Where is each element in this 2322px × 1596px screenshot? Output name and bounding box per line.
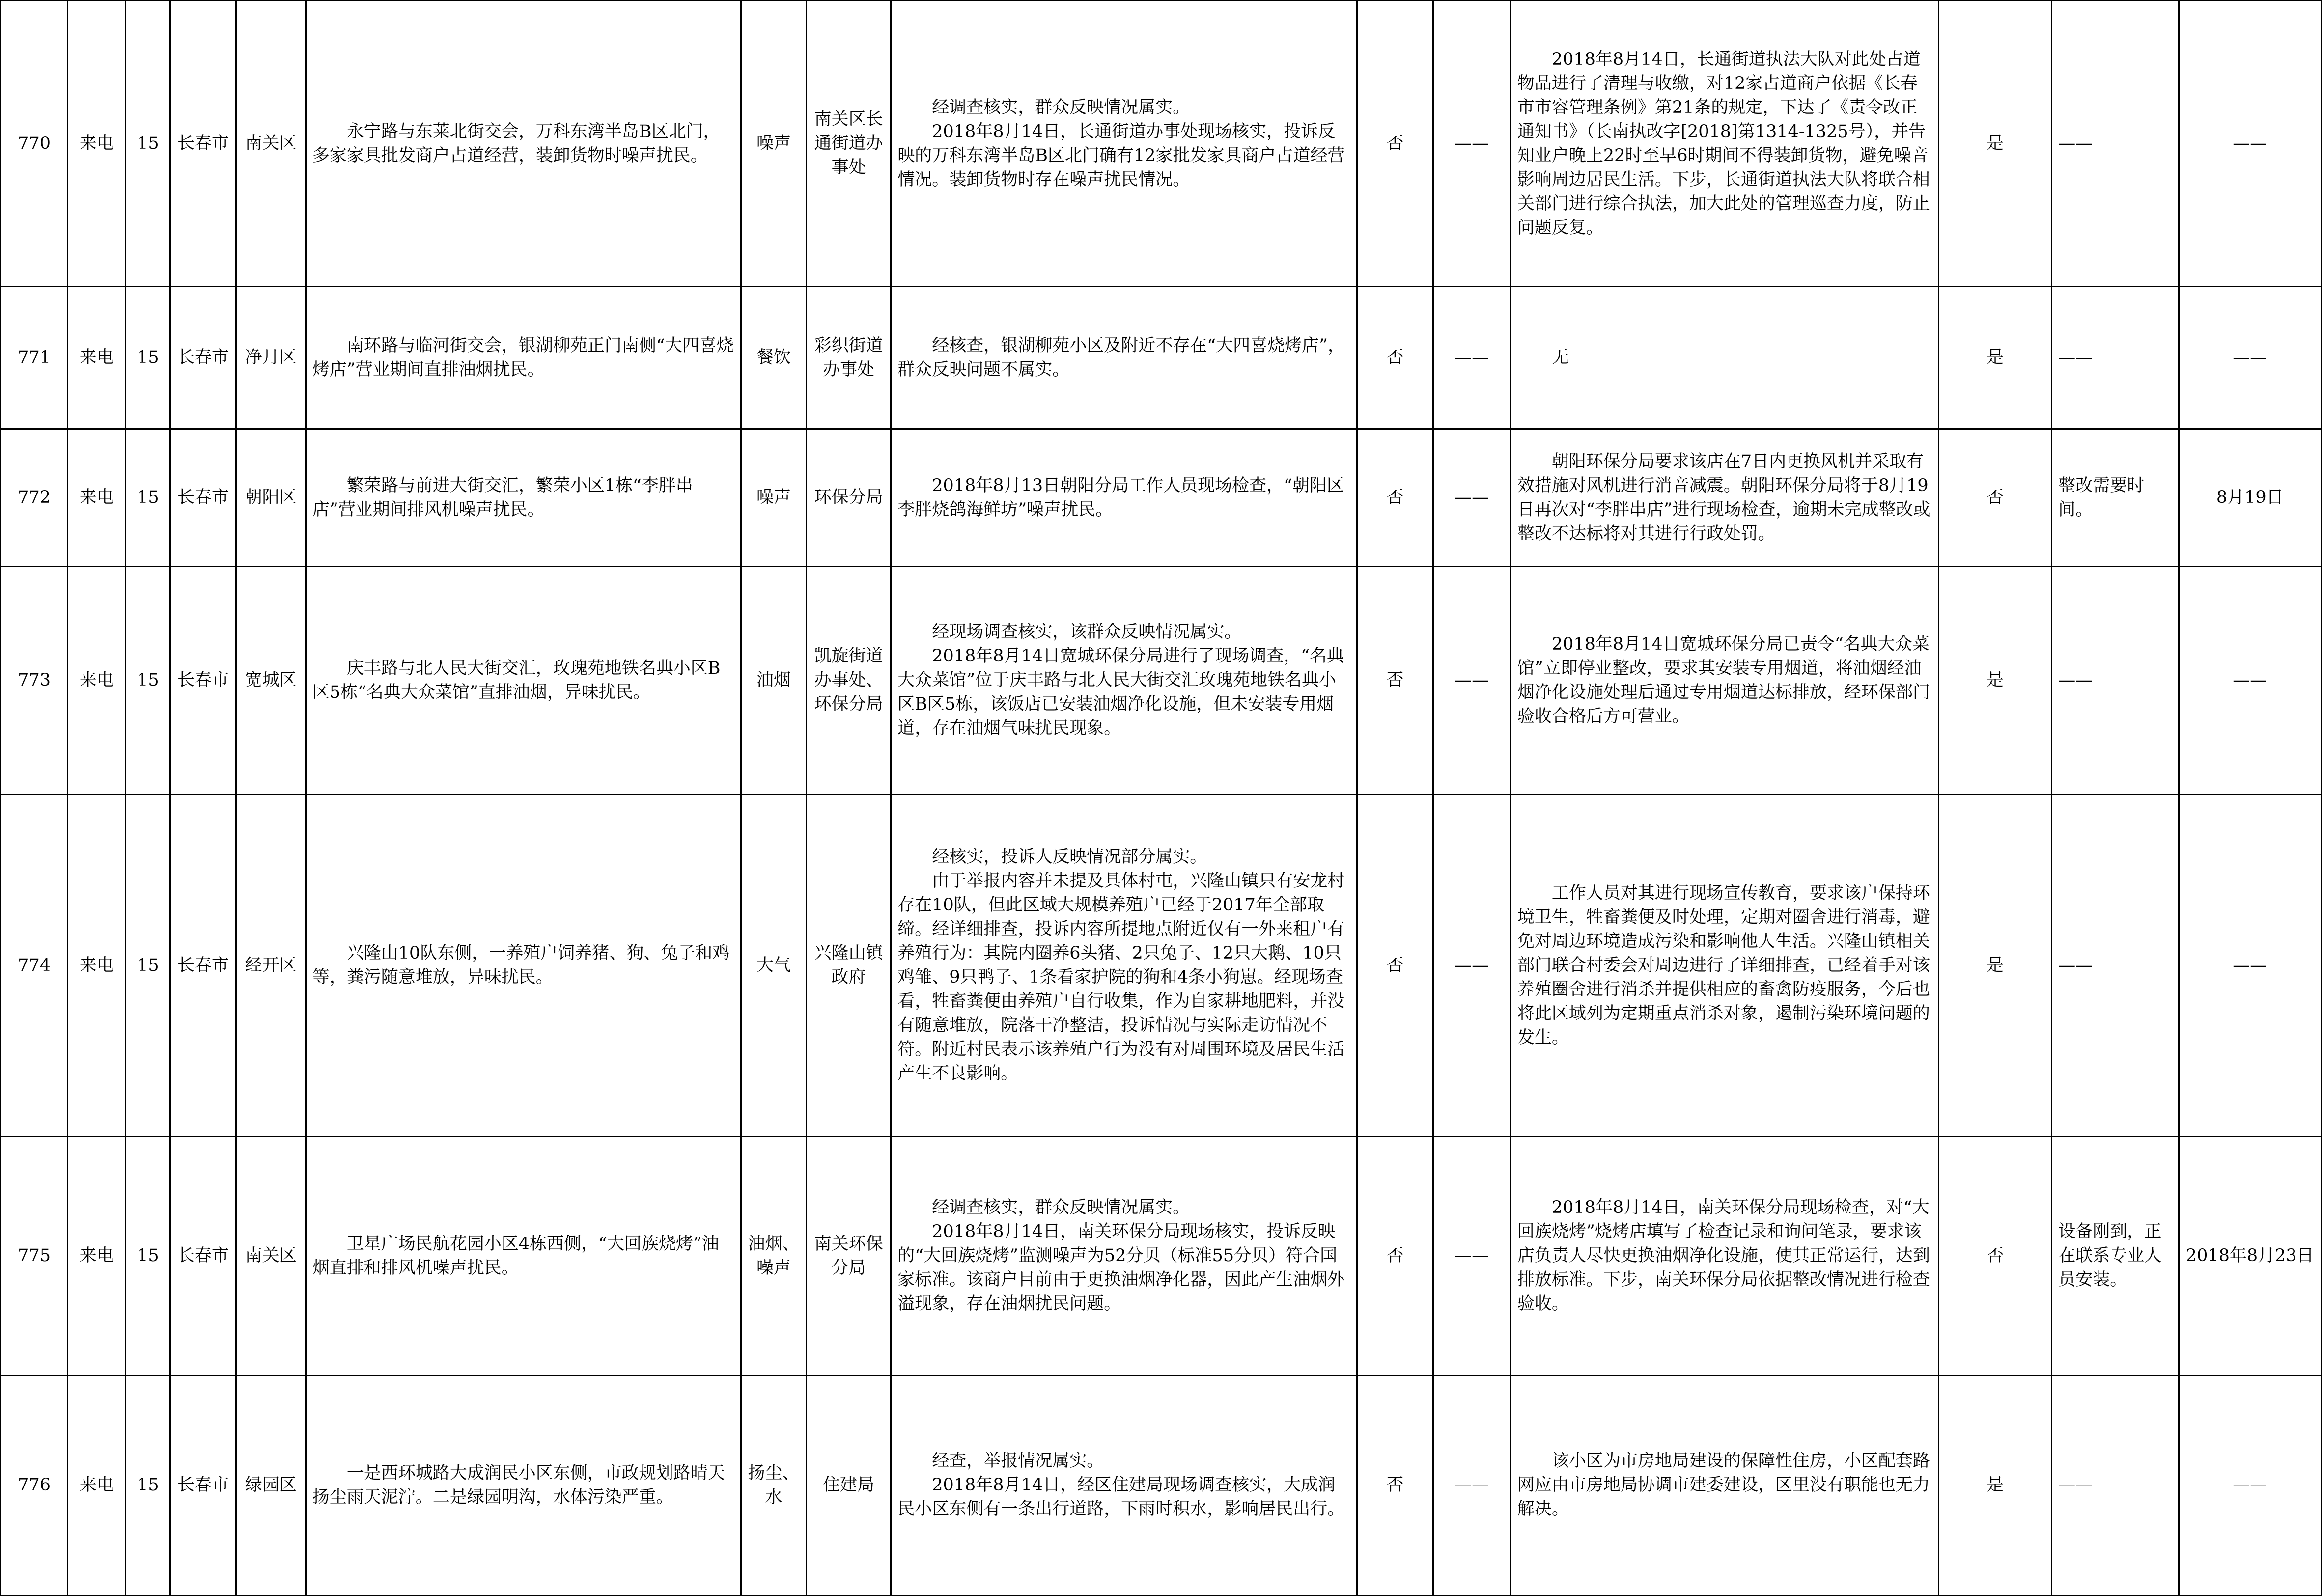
city-cell: 长春市 [170, 795, 236, 1137]
city-cell: 长春市 [170, 1, 236, 287]
district-cell: 绿园区 [236, 1376, 306, 1596]
batch-cell: 15 [126, 429, 170, 567]
cell-paragraph: 繁荣路与前进大街交汇，繁荣小区1栋“李胖串店”营业期间排风机噪声扰民。 [312, 475, 693, 520]
cell-paragraph: 2018年8月14日，长通街道办事处现场核实，投诉反映的万科东湾半岛B区北门确有12家批发家具商户占道经营情况。装卸货物时存在噪声扰民情况。 [897, 121, 1345, 190]
penalty-flag-cell: 否 [1357, 567, 1433, 795]
cell-paragraph: 朝阳环保分局要求该店在7日内更换风机并采取有效措施对风机进行消音减震。朝阳环保分局将于8月19日再次对“李胖串店”进行现场检查，逾期未完成整改或整改不达标将对其进行行政处罚。 [1517, 451, 1930, 544]
deadline-cell: 2018年8月23日 [2179, 1137, 2322, 1376]
cell-paragraph: 庆丰路与北人民大街交汇，玫瑰苑地铁名典小区B区5栋“名典大众菜馆”直排油烟，异味扰民。 [312, 658, 721, 702]
cell-paragraph: 一是西环城路大成润民小区东侧，市政规划路晴天扬尘雨天泥泞。二是绿园明沟，水体污染严重。 [312, 1463, 725, 1507]
completed-flag-cell: 是 [1938, 1376, 2051, 1596]
incomplete-reason-cell: —— [2052, 567, 2179, 795]
batch-cell: 15 [126, 1376, 170, 1596]
cell-paragraph: 2018年8月14日，长通街道执法大队对此处占道物品进行了清理与收缴，对12家占道商户依据《长春市市容管理条例》第21条的规定，下达了《责令改正通知书》（长南执改字[2018]第1314-1325号），并告知业户晚上22时至早6时期间不得装卸货物，避免噪音影响周边居民生活。下步，长通街道执法大队将联合相关部门进行综合执法，加大此处的管理巡查力度，防止问题反复。 [1517, 49, 1930, 238]
case-number-cell: 774 [1, 795, 68, 1137]
complaint-content-cell [306, 1, 741, 287]
investigation-findings-cell [891, 429, 1357, 567]
cell-paragraph: 经核查，银湖柳苑小区及附近不存在“大四喜烧烤店”，群众反映问题不属实。 [897, 335, 1345, 380]
city-cell: 长春市 [170, 287, 236, 429]
source-cell: 来电 [68, 287, 126, 429]
responsible-unit-cell: 彩织街道办事处 [807, 287, 891, 429]
handling-result-cell [1511, 1, 1938, 287]
cell-paragraph: 经现场调查核实，该群众反映情况属实。 [932, 622, 1242, 642]
handling-result-cell [1511, 287, 1938, 429]
source-cell: 来电 [68, 1137, 126, 1376]
completed-flag-cell: 否 [1938, 1137, 2051, 1376]
city-cell: 长春市 [170, 1376, 236, 1596]
complaint-content-cell [306, 429, 741, 567]
penalty-note-cell: —— [1433, 567, 1511, 795]
responsible-unit-cell: 凯旋街道办事处、环保分局 [807, 567, 891, 795]
cell-paragraph: 由于举报内容并未提及具体村屯，兴隆山镇只有安龙村存在10队，但此区域大规模养殖户已经于2017年全部取缔。经详细排查，投诉内容所提地点附近仅有一外来租户有养殖行为：其院内圈养6头猪、2只兔子、12只大鹅、10只鸡雏、9只鸭子、1条看家护院的狗和4条小狗崽。经现场查看，牲畜粪便由养殖户自行收集，作为自家耕地肥料，并没有随意堆放，院落干净整洁，投诉情况与实际走访情况不符。附近村民表示该养殖户行为没有对周围环境及居民生活产生不良影响。 [897, 871, 1345, 1083]
complaint-content-cell [306, 567, 741, 795]
penalty-flag-cell: 否 [1357, 429, 1433, 567]
table-row [1, 287, 2322, 429]
case-number-cell: 770 [1, 1, 68, 287]
batch-cell: 15 [126, 287, 170, 429]
cell-paragraph: 经调查核实，群众反映情况属实。 [932, 1198, 1190, 1217]
completed-flag-cell: 是 [1938, 795, 2051, 1137]
pollution-type-cell: 油烟 [741, 567, 806, 795]
cell-paragraph: 经查，举报情况属实。 [932, 1451, 1104, 1471]
penalty-note-cell: —— [1433, 429, 1511, 567]
handling-result-cell [1511, 1137, 1938, 1376]
penalty-flag-cell: 否 [1357, 1137, 1433, 1376]
table-row [1, 1137, 2322, 1376]
district-cell: 朝阳区 [236, 429, 306, 567]
incomplete-reason-cell: —— [2052, 1376, 2179, 1596]
penalty-note-cell: —— [1433, 1137, 1511, 1376]
complaint-content-cell [306, 287, 741, 429]
penalty-flag-cell: 否 [1357, 1376, 1433, 1596]
cell-paragraph: 南环路与临河街交会，银湖柳苑正门南侧“大四喜烧烤店”营业期间直排油烟扰民。 [312, 335, 734, 380]
pollution-type-cell: 大气 [741, 795, 806, 1137]
penalty-note-cell: —— [1433, 795, 1511, 1137]
table-row [1, 429, 2322, 567]
handling-result-cell [1511, 429, 1938, 567]
cell-paragraph: 2018年8月14日宽城环保分局已责令“名典大众菜馆”立即停业整改，要求其安装专用烟道，将油烟经油烟净化设施处理后通过专用烟道达标排放，经环保部门验收合格后方可营业。 [1517, 634, 1930, 726]
district-cell: 宽城区 [236, 567, 306, 795]
penalty-note-cell: —— [1433, 287, 1511, 429]
case-number-cell: 773 [1, 567, 68, 795]
table-row [1, 1376, 2322, 1596]
cell-paragraph: 无 [1551, 348, 1569, 367]
investigation-findings-cell [891, 795, 1357, 1137]
case-number-cell: 775 [1, 1137, 68, 1376]
district-cell: 净月区 [236, 287, 306, 429]
source-cell: 来电 [68, 567, 126, 795]
pollution-type-cell: 噪声 [741, 1, 806, 287]
city-cell: 长春市 [170, 567, 236, 795]
source-cell: 来电 [68, 429, 126, 567]
district-cell: 经开区 [236, 795, 306, 1137]
cell-paragraph: 该小区为市房地局建设的保障性住房，小区配套路网应由市房地局协调市建委建设，区里没有职能也无力解决。 [1517, 1451, 1930, 1519]
investigation-findings-cell [891, 567, 1357, 795]
cell-paragraph: 经核实，投诉人反映情况部分属实。 [932, 847, 1207, 867]
incomplete-reason-cell: —— [2052, 1, 2179, 287]
handling-result-cell [1511, 567, 1938, 795]
cell-paragraph: 永宁路与东莱北街交会，万科东湾半岛B区北门，多家家具批发商户占道经营，装卸货物时噪声扰民。 [312, 121, 721, 165]
city-cell: 长春市 [170, 1137, 236, 1376]
cell-paragraph: 工作人员对其进行现场宣传教育，要求该户保持环境卫生，牲畜粪便及时处理，定期对圈舍进行消毒，避免对周边环境造成污染和影响他人生活。兴隆山镇相关部门联合村委会对周边进行了详细排查，已经着手对该养殖圈舍进行消杀并提供相应的畜禽防疫服务，今后也将此区域列为定期重点消杀对象，遏制污染环境问题的发生。 [1517, 883, 1930, 1047]
district-cell: 南关区 [236, 1, 306, 287]
pollution-type-cell: 扬尘、水 [741, 1376, 806, 1596]
deadline-cell: —— [2179, 1, 2322, 287]
source-cell: 来电 [68, 1376, 126, 1596]
cell-paragraph: 2018年8月14日，南关环保分局现场检查，对“大回族烧烤”烧烤店填写了检查记录和询问笔录，要求该店负责人尽快更换油烟净化设施，使其正常运行，达到排放标准。下步，南关环保分局依据整改情况进行检查验收。 [1517, 1198, 1930, 1314]
pollution-type-cell: 噪声 [741, 429, 806, 567]
responsible-unit-cell: 住建局 [807, 1376, 891, 1596]
city-cell: 长春市 [170, 429, 236, 567]
complaint-content-cell [306, 1376, 741, 1596]
incomplete-reason-cell: —— [2052, 287, 2179, 429]
incomplete-reason-cell: —— [2052, 795, 2179, 1137]
handling-result-cell [1511, 795, 1938, 1137]
responsible-unit-cell: 南关区长通街道办事处 [807, 1, 891, 287]
handling-result-cell [1511, 1376, 1938, 1596]
investigation-findings-cell [891, 1, 1357, 287]
cell-paragraph: 经调查核实，群众反映情况属实。 [932, 97, 1190, 117]
batch-cell: 15 [126, 795, 170, 1137]
completed-flag-cell: 是 [1938, 567, 2051, 795]
deadline-cell: —— [2179, 1376, 2322, 1596]
source-cell: 来电 [68, 1, 126, 287]
cell-paragraph: 卫星广场民航花园小区4栋西侧，“大回族烧烤”油烟直排和排风机噪声扰民。 [312, 1234, 719, 1278]
cell-paragraph: 兴隆山10队东侧，一养殖户饲养猪、狗、兔子和鸡等，粪污随意堆放，异味扰民。 [312, 943, 730, 987]
penalty-flag-cell: 否 [1357, 795, 1433, 1137]
penalty-flag-cell: 否 [1357, 287, 1433, 429]
responsible-unit-cell: 兴隆山镇政府 [807, 795, 891, 1137]
deadline-cell: 8月19日 [2179, 429, 2322, 567]
cell-paragraph: 2018年8月13日朝阳分局工作人员现场检查，“朝阳区李胖烧鸽海鲜坊”噪声扰民。 [897, 475, 1344, 520]
penalty-note-cell: —— [1433, 1376, 1511, 1596]
complaint-content-cell [306, 1137, 741, 1376]
table-row [1, 1, 2322, 287]
case-number-cell: 776 [1, 1376, 68, 1596]
batch-cell: 15 [126, 1, 170, 287]
investigation-findings-cell [891, 1137, 1357, 1376]
incomplete-reason-cell: 设备刚到，正在联系专业人员安装。 [2052, 1137, 2179, 1376]
source-cell: 来电 [68, 795, 126, 1137]
table-row [1, 567, 2322, 795]
completed-flag-cell: 否 [1938, 429, 2051, 567]
incomplete-reason-cell: 整改需要时间。 [2052, 429, 2179, 567]
complaint-content-cell [306, 795, 741, 1137]
cell-paragraph: 2018年8月14日宽城环保分局进行了现场调查，“名典大众菜馆”位于庆丰路与北人民大街交汇玫瑰苑地铁名典小区B区5栋，该饭店已安装油烟净化设施，但未安装专用烟道，存在油烟气味扰民现象。 [897, 646, 1344, 738]
investigation-findings-cell [891, 287, 1357, 429]
batch-cell: 15 [126, 1137, 170, 1376]
district-cell: 南关区 [236, 1137, 306, 1376]
penalty-flag-cell: 否 [1357, 1, 1433, 287]
table-row [1, 795, 2322, 1137]
investigation-findings-cell [891, 1376, 1357, 1596]
deadline-cell: —— [2179, 567, 2322, 795]
completed-flag-cell: 是 [1938, 287, 2051, 429]
deadline-cell: —— [2179, 795, 2322, 1137]
responsible-unit-cell: 南关环保分局 [807, 1137, 891, 1376]
pollution-type-cell: 油烟、噪声 [741, 1137, 806, 1376]
responsible-unit-cell: 环保分局 [807, 429, 891, 567]
cell-paragraph: 2018年8月14日，经区住建局现场调查核实，大成润民小区东侧有一条出行道路，下雨时积水，影响居民出行。 [897, 1475, 1345, 1519]
deadline-cell: —— [2179, 287, 2322, 429]
completed-flag-cell: 是 [1938, 1, 2051, 287]
batch-cell: 15 [126, 567, 170, 795]
case-number-cell: 771 [1, 287, 68, 429]
cell-paragraph: 2018年8月14日，南关环保分局现场核实，投诉反映的“大回族烧烤”监测噪声为52分贝（标准55分贝）符合国家标准。该商户目前由于更换油烟净化器，因此产生油烟外溢现象，存在油烟扰民问题。 [897, 1222, 1345, 1314]
case-number-cell: 772 [1, 429, 68, 567]
pollution-type-cell: 餐饮 [741, 287, 806, 429]
penalty-note-cell: —— [1433, 1, 1511, 287]
